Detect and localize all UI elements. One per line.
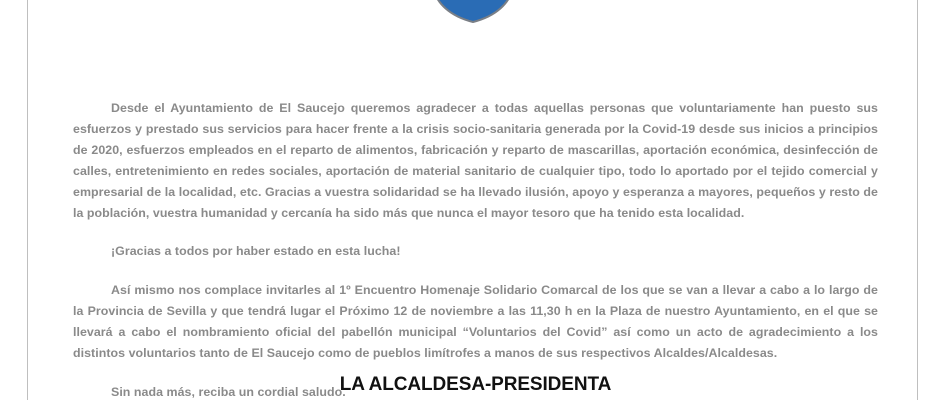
closing-heading-alcaldesa-presidenta: LA ALCALDESA-PRESIDENTA bbox=[339, 374, 612, 395]
paragraph-1: Desde el Ayuntamiento de El Saucejo queremos agradecer a todas aquellas personas que voluntariamente han puesto sus esfuerzos y prestado sus servicios para hacer frente a la crisis socio-sanitaria generada por la Covid-19 desde sus inicios a principios de 2020, esfuerzos empleados en el reparto de alimentos, fabricación y reparto de mascarillas, aportación económica, desinfección de calles, entretenimiento en redes sociales, aportación de material sanitario de cualquier tipo, todo lo aportado por el tejido comercial y empresarial de la localidad, etc. Gracias a vuestra solidaridad se ha llevado ilusión, apoyo y esperanza a mayores, pequeños y resto de la población, vuestra humanidad y cercanía ha sido más que nunca el mayor tesoro que ha tenido esta localidad. bbox=[73, 101, 878, 220]
page-edge-right-rule bbox=[917, 0, 918, 400]
paragraph-3: Así mismo nos complace invitarles al 1º Encuentro Homenaje Solidario Comarcal de los que se van a llevar a cabo a lo largo de la Provincia de Sevilla y que tendrá lugar el Próximo 12 de noviembre a las 11,30 h en la Plaza de nuestro Ayuntamiento, en el que se llevará a cabo el nombramiento oficial del pabellón municipal “Voluntarios del Covid” así como un acto de agradecimiento a los distintos voluntarios tanto de El Saucejo como de pueblos limítrofes a manos de sus respectivos Alcaldes/Alcaldesas. bbox=[73, 283, 878, 360]
paragraph-4: Sin nada más, reciba un cordial saludo. bbox=[111, 385, 346, 399]
coat-of-arms-icon bbox=[427, 0, 519, 24]
letterhead bbox=[28, 0, 917, 26]
paragraph-2: ¡Gracias a todos por haber estado en esta lucha! bbox=[111, 244, 401, 258]
document-page-sheet bbox=[28, 0, 917, 400]
document-body bbox=[73, 98, 878, 403]
